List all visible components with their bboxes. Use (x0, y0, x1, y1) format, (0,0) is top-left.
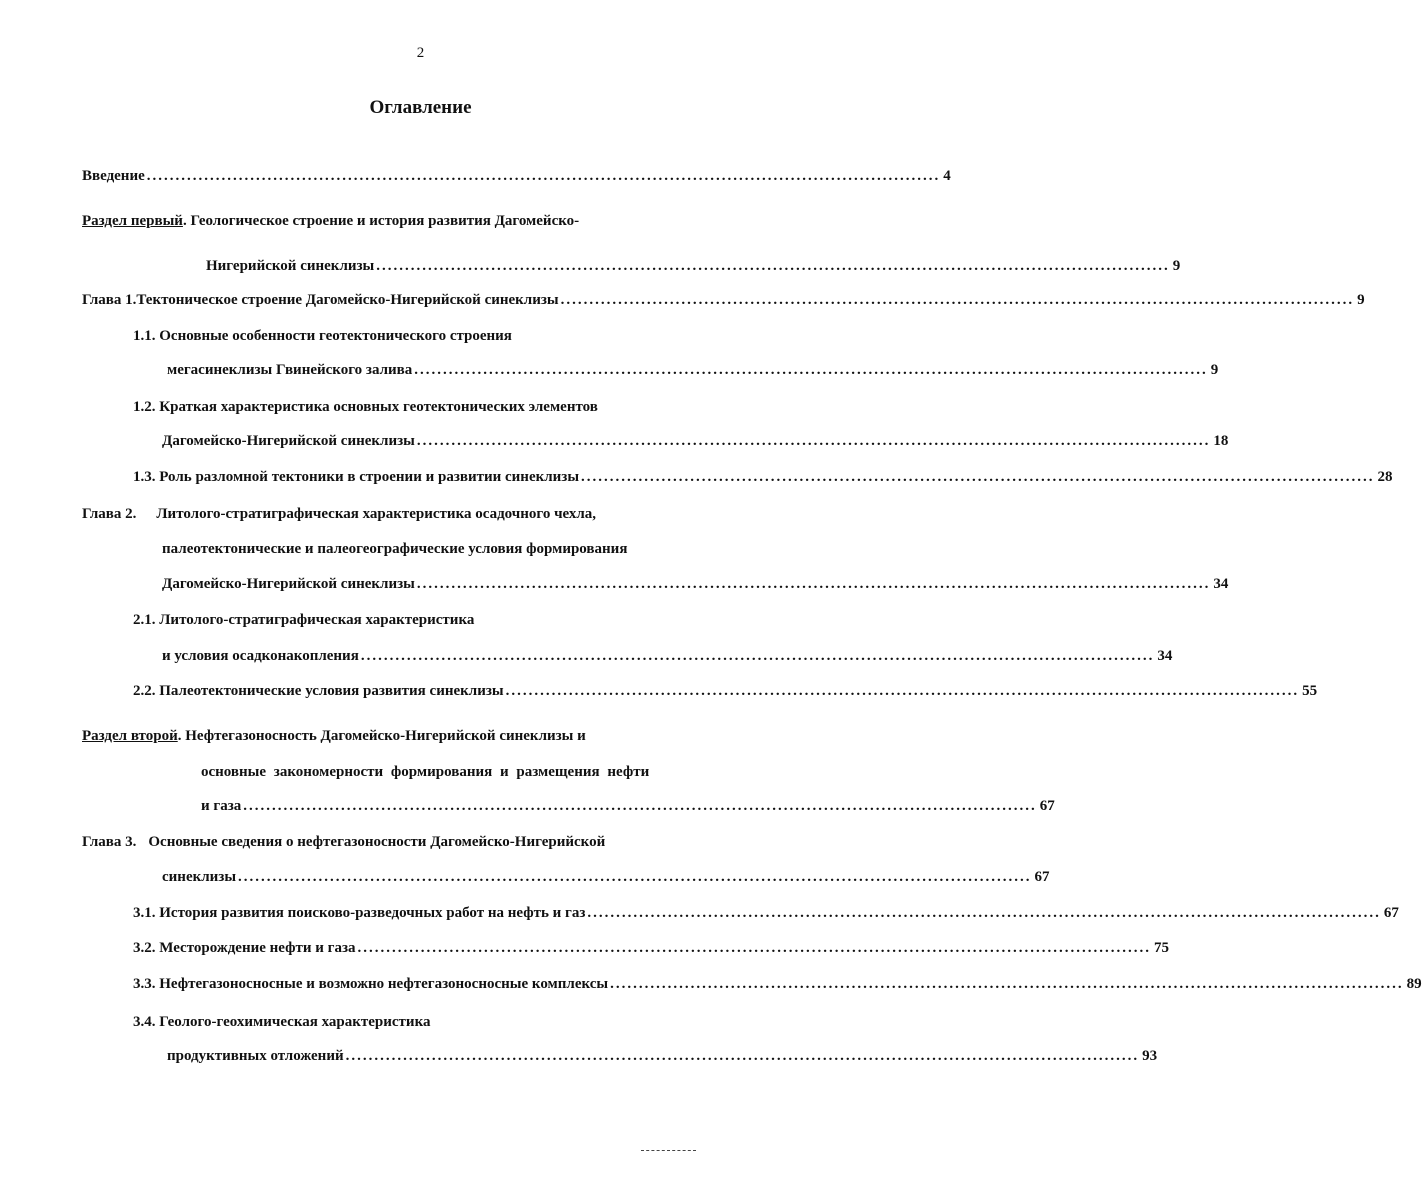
toc-page-number: 67 (1039, 798, 1055, 814)
chapter-label: Глава 1. (82, 292, 137, 308)
part-label: Раздел второй (82, 728, 178, 744)
toc-entry-chapter1[interactable] (82, 290, 1365, 310)
toc-page-number: 34 (1213, 576, 1229, 592)
dot-leader: .......................................................................................................................................... (360, 648, 1155, 664)
toc-entry-part2[interactable] (82, 726, 586, 746)
toc-entry-text: палеотектонические и палеогеографические условия формирования (162, 541, 628, 557)
toc-entry-section-2-2[interactable] (133, 681, 1318, 701)
toc-entry-section-1-1[interactable] (133, 326, 512, 346)
toc-entry-part2-cont2[interactable] (201, 796, 1055, 816)
toc-entry-text: . Геологическое строение и история развития Дагомейско- (182, 213, 580, 229)
toc-page-number: 67 (1383, 905, 1399, 921)
dot-leader: .......................................................................................................................................... (376, 258, 1170, 274)
toc-entry-text: Тектоническое строение Дагомейско-Нигерийской синеклизы (136, 292, 559, 308)
toc-page-number: 9 (1172, 258, 1181, 274)
dot-leader: .......................................................................................................................................... (357, 940, 1152, 956)
toc-entry-chapter2-cont2[interactable] (162, 574, 1229, 594)
chapter-label: Глава 3. (82, 834, 137, 850)
toc-entry-section-3-4[interactable] (133, 1012, 430, 1032)
toc-entry-text: продуктивных отложений (167, 1048, 344, 1064)
toc-entry-text: основные закономерности формирования и размещения нефти (201, 764, 650, 780)
section-number: 3.2. (133, 940, 156, 956)
toc-page-number: 55 (1302, 683, 1318, 699)
toc-entry-text: Литолого-стратиграфическая характеристика (159, 612, 475, 628)
dot-leader: .......................................................................................................................................... (587, 905, 1381, 921)
dot-leader: .......................................................................................................................................... (243, 798, 1037, 814)
dot-leader: .......................................................................................................................................... (345, 1048, 1140, 1064)
toc-entry-part1[interactable] (82, 211, 579, 231)
page-number: 2 (416, 45, 425, 61)
toc-entry-section-3-3[interactable] (133, 974, 1422, 994)
toc-entry-text: Литолого-стратиграфическая характеристика осадочного чехла, (156, 506, 597, 522)
toc-entry-text: Геолого-геохимическая характеристика (159, 1014, 431, 1030)
toc-page-number: 9 (1210, 362, 1219, 378)
toc-page-number: 34 (1157, 648, 1173, 664)
dot-leader: .......................................................................................................................................... (416, 433, 1211, 449)
dot-leader: .......................................................................................................................................... (581, 469, 1375, 485)
toc-entry-chapter3-cont[interactable] (162, 867, 1050, 887)
toc-entry-chapter2-cont1[interactable] (162, 539, 627, 559)
toc-entry-text: Палеотектонические условия развития синеклизы (159, 683, 504, 699)
toc-entry-chapter3[interactable] (82, 832, 605, 852)
toc-entry-text: синеклизы (162, 869, 237, 885)
toc-entry-text: Нигерийской синеклизы (206, 258, 375, 274)
section-number: 1.3. (133, 469, 156, 485)
toc-entry-text: Введение (82, 168, 145, 184)
toc-entry-text: и газа (201, 798, 242, 814)
toc-entry-part1-cont[interactable] (206, 256, 1181, 276)
toc-page-number: 75 (1154, 940, 1170, 956)
toc-page-number: 67 (1034, 869, 1050, 885)
section-number: 3.1. (133, 905, 156, 921)
toc-entry-text: Дагомейско-Нигерийской синеклизы (162, 576, 415, 592)
toc-entry-text: . Нефтегазоносность Дагомейско-Нигерийской синеклизы и (177, 728, 586, 744)
toc-entry-section-3-4-cont[interactable] (167, 1046, 1158, 1066)
toc-entry-part2-cont1[interactable] (201, 762, 649, 782)
section-number: 1.1. (133, 328, 156, 344)
section-number: 1.2. (133, 399, 156, 415)
section-number: 3.3. (133, 976, 156, 992)
dot-leader: .......................................................................................................................................... (146, 168, 941, 184)
toc-entry-section-3-1[interactable] (133, 903, 1399, 923)
toc-entry-section-1-3[interactable] (133, 467, 1393, 487)
chapter-label: Глава 2. (82, 506, 137, 522)
toc-entry-text: Основные сведения о нефтегазоносности Дагомейско-Нигерийской (148, 834, 606, 850)
toc-entry-section-1-2[interactable] (133, 397, 598, 417)
dot-leader: .......................................................................................................................................... (560, 292, 1355, 308)
toc-page-number: 28 (1377, 469, 1393, 485)
dot-leader: .......................................................................................................................................... (414, 362, 1208, 378)
dot-leader: .......................................................................................................................................... (610, 976, 1404, 992)
toc-entry-section-1-1-cont[interactable] (167, 360, 1219, 380)
toc-entry-text: Нефтегазоносносные и возможно нефтегазоносносные комплексы (159, 976, 609, 992)
toc-entry-intro[interactable] (82, 166, 951, 186)
section-number: 3.4. (133, 1014, 156, 1030)
dot-leader: .......................................................................................................................................... (505, 683, 1300, 699)
toc-entry-section-2-1[interactable] (133, 610, 474, 630)
toc-page-number: 9 (1357, 292, 1365, 308)
toc-page-number: 18 (1213, 433, 1229, 449)
toc-entry-text: Месторождение нефти и газа (159, 940, 356, 956)
toc-entry-section-3-2[interactable] (133, 938, 1170, 958)
toc-entry-text: История развития поисково-разведочных работ на нефть и газ (159, 905, 586, 921)
toc-title: Оглавление (369, 97, 472, 118)
toc-page-number: 89 (1406, 976, 1422, 992)
toc-entry-text: Краткая характеристика основных геотектонических элементов (159, 399, 598, 415)
toc-entry-text: Роль разломной тектоники в строении и развитии синеклизы (159, 469, 580, 485)
dot-leader: .......................................................................................................................................... (238, 869, 1032, 885)
toc-page-number: 4 (943, 168, 951, 184)
toc-entry-text: и условия осадконакопления (162, 648, 359, 664)
toc-entry-text: Основные особенности геотектонического строения (159, 328, 512, 344)
part-label: Раздел первый (82, 213, 183, 229)
toc-page-number: 93 (1142, 1048, 1158, 1064)
toc-entry-section-1-2-cont[interactable] (162, 431, 1229, 451)
footer-rule (641, 1150, 696, 1151)
toc-entry-text: мегасинеклизы Гвинейского залива (167, 362, 413, 378)
toc-entry-chapter2[interactable] (82, 504, 596, 524)
section-number: 2.1. (133, 612, 156, 628)
dot-leader: .......................................................................................................................................... (416, 576, 1211, 592)
toc-entry-section-2-1-cont[interactable] (162, 646, 1173, 666)
section-number: 2.2. (133, 683, 156, 699)
toc-entry-text: Дагомейско-Нигерийской синеклизы (162, 433, 415, 449)
